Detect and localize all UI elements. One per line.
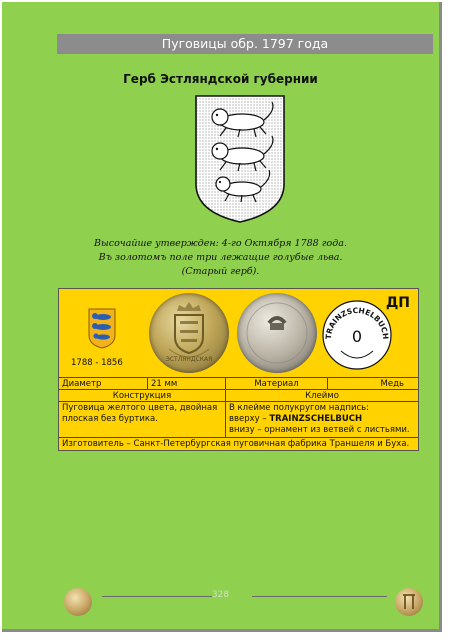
header-bar	[57, 34, 433, 54]
hallmark-line-2	[229, 414, 415, 425]
photo-area	[59, 289, 418, 377]
button-back-image	[237, 293, 317, 373]
construction-header: Конструкция	[112, 391, 172, 401]
spec-row-details	[59, 401, 418, 437]
manufacturer-text: Изготовитель – Санкт-Петербургская пуговичная фабрика Траншеля и Буха.	[62, 439, 410, 449]
diameter-label: Диаметр	[62, 379, 102, 389]
header-title: Пуговицы обр. 1797 года	[161, 36, 329, 51]
button-back-relief	[237, 293, 317, 373]
coat-of-arms-image	[190, 92, 290, 226]
page-title: Герб Эстляндской губернии	[123, 72, 318, 86]
hallmark-stamp-drawing	[321, 299, 393, 371]
page	[2, 2, 442, 632]
diameter-value: 21 мм	[147, 378, 225, 389]
spec-row-headers	[59, 389, 418, 401]
construction-text: Пуговица желтого цвета, двойная плоская без буртика.	[62, 403, 218, 424]
hallmark-line-2-inscription: TRAINZSCHELBUCH	[269, 414, 363, 424]
hallmark-header: Клеймо	[225, 390, 418, 401]
caption-line-2: Въ золотомъ поле три лежащие голубые льва.	[98, 252, 343, 263]
hallmark-text	[225, 402, 418, 437]
spec-row-manufacturer	[59, 437, 418, 450]
button-front-relief	[149, 293, 229, 373]
years-label: 1788 - 1856	[71, 358, 123, 368]
material-value: Медь	[327, 378, 418, 389]
hallmark-line-1: В клейме полукругом надпись:	[229, 403, 370, 413]
hallmark-line-2-prefix: вверху –	[229, 414, 270, 424]
footer-coin-right-image	[395, 588, 423, 616]
button-front-inscription: ЭСТЛЯНДСКАЯ	[165, 356, 213, 363]
material-label: Материал	[225, 378, 327, 389]
button-info-card	[58, 288, 419, 451]
spec-row-dimensions	[59, 377, 418, 389]
caption-line-3: (Старый герб).	[181, 266, 260, 277]
footer-coin-right-relief	[395, 588, 423, 616]
page-number: 328	[211, 590, 230, 600]
footer-coin-left-image	[64, 588, 92, 616]
hallmark-stamp-text: TRAINZSCHELBUCH	[323, 305, 391, 340]
hallmark-line-3: внизу – орнамент из ветвей с листьями.	[229, 425, 410, 435]
button-front-image	[149, 293, 229, 373]
small-coat-of-arms-icon	[87, 307, 117, 349]
badge-label: ДП	[385, 295, 410, 311]
hallmark-stamp-mark: 0	[351, 327, 363, 346]
caption-line-1: Высочайше утвержден: 4-го Октября 1788 года.	[94, 238, 347, 249]
